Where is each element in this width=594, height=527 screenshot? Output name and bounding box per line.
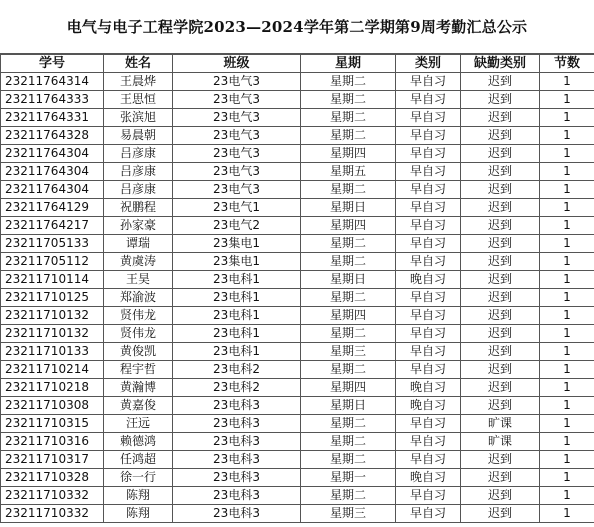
cell-category: 早自习 bbox=[396, 73, 461, 91]
cell-periods: 1 bbox=[540, 307, 594, 325]
cell-name: 任鸿超 bbox=[104, 451, 173, 469]
table-row bbox=[1, 235, 594, 253]
cell-weekday: 星期三 bbox=[301, 505, 396, 523]
cell-weekday: 星期二 bbox=[301, 253, 396, 271]
cell-name: 孙家豪 bbox=[104, 217, 173, 235]
table-row bbox=[1, 217, 594, 235]
cell-weekday: 星期二 bbox=[301, 109, 396, 127]
cell-class: 23电科2 bbox=[173, 361, 301, 379]
cell-name: 张滨旭 bbox=[104, 109, 173, 127]
cell-name: 吕彦康 bbox=[104, 145, 173, 163]
cell-student-id: 23211710132 bbox=[1, 325, 104, 343]
cell-weekday: 星期二 bbox=[301, 235, 396, 253]
cell-student-id: 23211710214 bbox=[1, 361, 104, 379]
cell-student-id: 23211710317 bbox=[1, 451, 104, 469]
cell-category: 早自习 bbox=[396, 199, 461, 217]
cell-name: 赖德鸿 bbox=[104, 433, 173, 451]
cell-weekday: 星期三 bbox=[301, 343, 396, 361]
cell-periods: 1 bbox=[540, 469, 594, 487]
table-row bbox=[1, 325, 594, 343]
table-row bbox=[1, 199, 594, 217]
cell-periods: 1 bbox=[540, 253, 594, 271]
cell-name: 贤伟龙 bbox=[104, 307, 173, 325]
header-student-id: 学号 bbox=[1, 55, 104, 73]
cell-category: 早自习 bbox=[396, 307, 461, 325]
table-row bbox=[1, 469, 594, 487]
cell-name: 黄嘉俊 bbox=[104, 397, 173, 415]
cell-weekday: 星期四 bbox=[301, 145, 396, 163]
cell-weekday: 星期二 bbox=[301, 73, 396, 91]
cell-absence-type: 旷课 bbox=[461, 415, 540, 433]
cell-name: 谭瑞 bbox=[104, 235, 173, 253]
cell-weekday: 星期日 bbox=[301, 397, 396, 415]
table-row bbox=[1, 253, 594, 271]
cell-absence-type: 迟到 bbox=[461, 127, 540, 145]
cell-category: 晚自习 bbox=[396, 397, 461, 415]
cell-periods: 1 bbox=[540, 451, 594, 469]
cell-category: 早自习 bbox=[396, 433, 461, 451]
table-row bbox=[1, 505, 594, 523]
cell-class: 23电科3 bbox=[173, 505, 301, 523]
header-row bbox=[1, 55, 594, 73]
cell-category: 早自习 bbox=[396, 325, 461, 343]
cell-absence-type: 迟到 bbox=[461, 217, 540, 235]
cell-category: 早自习 bbox=[396, 145, 461, 163]
cell-periods: 1 bbox=[540, 91, 594, 109]
cell-class: 23电气3 bbox=[173, 109, 301, 127]
cell-weekday: 星期二 bbox=[301, 487, 396, 505]
cell-student-id: 23211764217 bbox=[1, 217, 104, 235]
cell-weekday: 星期二 bbox=[301, 415, 396, 433]
cell-name: 王晨烨 bbox=[104, 73, 173, 91]
cell-weekday: 星期二 bbox=[301, 181, 396, 199]
cell-student-id: 23211705112 bbox=[1, 253, 104, 271]
cell-class: 23电科3 bbox=[173, 397, 301, 415]
cell-weekday: 星期一 bbox=[301, 469, 396, 487]
header-weekday: 星期 bbox=[301, 55, 396, 73]
cell-absence-type: 迟到 bbox=[461, 361, 540, 379]
cell-periods: 1 bbox=[540, 289, 594, 307]
cell-student-id: 23211764314 bbox=[1, 73, 104, 91]
cell-category: 早自习 bbox=[396, 217, 461, 235]
cell-periods: 1 bbox=[540, 397, 594, 415]
cell-periods: 1 bbox=[540, 109, 594, 127]
cell-absence-type: 迟到 bbox=[461, 289, 540, 307]
cell-student-id: 23211764333 bbox=[1, 91, 104, 109]
cell-weekday: 星期二 bbox=[301, 127, 396, 145]
cell-name: 郑渝波 bbox=[104, 289, 173, 307]
cell-name: 吕彦康 bbox=[104, 163, 173, 181]
cell-periods: 1 bbox=[540, 343, 594, 361]
cell-student-id: 23211764129 bbox=[1, 199, 104, 217]
cell-category: 早自习 bbox=[396, 487, 461, 505]
cell-class: 23电气3 bbox=[173, 91, 301, 109]
cell-name: 王思恒 bbox=[104, 91, 173, 109]
cell-class: 23电科2 bbox=[173, 379, 301, 397]
cell-name: 黄虞涛 bbox=[104, 253, 173, 271]
cell-class: 23电科1 bbox=[173, 307, 301, 325]
table-row bbox=[1, 289, 594, 307]
table-row bbox=[1, 73, 594, 91]
cell-class: 23电气3 bbox=[173, 73, 301, 91]
table-row bbox=[1, 343, 594, 361]
cell-absence-type: 迟到 bbox=[461, 469, 540, 487]
cell-category: 晚自习 bbox=[396, 469, 461, 487]
cell-name: 吕彦康 bbox=[104, 181, 173, 199]
cell-absence-type: 迟到 bbox=[461, 73, 540, 91]
cell-name: 程宇哲 bbox=[104, 361, 173, 379]
table-row bbox=[1, 181, 594, 199]
cell-periods: 1 bbox=[540, 271, 594, 289]
cell-class: 23电科3 bbox=[173, 469, 301, 487]
cell-periods: 1 bbox=[540, 487, 594, 505]
cell-weekday: 星期四 bbox=[301, 307, 396, 325]
cell-absence-type: 迟到 bbox=[461, 181, 540, 199]
cell-absence-type: 迟到 bbox=[461, 109, 540, 127]
cell-absence-type: 迟到 bbox=[461, 145, 540, 163]
cell-class: 23电科3 bbox=[173, 433, 301, 451]
cell-periods: 1 bbox=[540, 73, 594, 91]
cell-absence-type: 迟到 bbox=[461, 397, 540, 415]
cell-class: 23电科3 bbox=[173, 451, 301, 469]
cell-absence-type: 旷课 bbox=[461, 433, 540, 451]
cell-absence-type: 迟到 bbox=[461, 451, 540, 469]
cell-name: 黄瀚博 bbox=[104, 379, 173, 397]
cell-weekday: 星期五 bbox=[301, 163, 396, 181]
cell-absence-type: 迟到 bbox=[461, 253, 540, 271]
cell-student-id: 23211710132 bbox=[1, 307, 104, 325]
cell-periods: 1 bbox=[540, 127, 594, 145]
table-row bbox=[1, 379, 594, 397]
table-row bbox=[1, 307, 594, 325]
cell-class: 23电气3 bbox=[173, 145, 301, 163]
cell-category: 早自习 bbox=[396, 505, 461, 523]
cell-periods: 1 bbox=[540, 505, 594, 523]
cell-category: 晚自习 bbox=[396, 271, 461, 289]
cell-name: 贤伟龙 bbox=[104, 325, 173, 343]
cell-category: 早自习 bbox=[396, 127, 461, 145]
cell-absence-type: 迟到 bbox=[461, 271, 540, 289]
cell-weekday: 星期二 bbox=[301, 289, 396, 307]
cell-category: 晚自习 bbox=[396, 379, 461, 397]
cell-student-id: 23211764304 bbox=[1, 163, 104, 181]
cell-student-id: 23211710308 bbox=[1, 397, 104, 415]
cell-class: 23电科1 bbox=[173, 271, 301, 289]
cell-category: 早自习 bbox=[396, 109, 461, 127]
cell-name: 汪远 bbox=[104, 415, 173, 433]
cell-periods: 1 bbox=[540, 163, 594, 181]
table-row bbox=[1, 145, 594, 163]
cell-category: 早自习 bbox=[396, 361, 461, 379]
cell-weekday: 星期二 bbox=[301, 91, 396, 109]
cell-weekday: 星期四 bbox=[301, 379, 396, 397]
cell-class: 23电气3 bbox=[173, 127, 301, 145]
cell-student-id: 23211764328 bbox=[1, 127, 104, 145]
cell-student-id: 23211710315 bbox=[1, 415, 104, 433]
table-row bbox=[1, 451, 594, 469]
header-absence-type: 缺勤类别 bbox=[461, 55, 540, 73]
cell-class: 23电气2 bbox=[173, 217, 301, 235]
table-row bbox=[1, 271, 594, 289]
cell-name: 陈翔 bbox=[104, 505, 173, 523]
cell-absence-type: 迟到 bbox=[461, 163, 540, 181]
cell-class: 23电科1 bbox=[173, 289, 301, 307]
table-row bbox=[1, 397, 594, 415]
cell-absence-type: 迟到 bbox=[461, 235, 540, 253]
cell-student-id: 23211710332 bbox=[1, 505, 104, 523]
table-row bbox=[1, 415, 594, 433]
cell-student-id: 23211710114 bbox=[1, 271, 104, 289]
table-row bbox=[1, 127, 594, 145]
cell-category: 早自习 bbox=[396, 181, 461, 199]
cell-periods: 1 bbox=[540, 217, 594, 235]
cell-weekday: 星期二 bbox=[301, 433, 396, 451]
cell-student-id: 23211710332 bbox=[1, 487, 104, 505]
table-row bbox=[1, 487, 594, 505]
cell-periods: 1 bbox=[540, 199, 594, 217]
cell-category: 早自习 bbox=[396, 163, 461, 181]
cell-student-id: 23211764304 bbox=[1, 181, 104, 199]
cell-periods: 1 bbox=[540, 379, 594, 397]
cell-weekday: 星期二 bbox=[301, 451, 396, 469]
cell-periods: 1 bbox=[540, 433, 594, 451]
table-row bbox=[1, 433, 594, 451]
cell-absence-type: 迟到 bbox=[461, 487, 540, 505]
table-row bbox=[1, 163, 594, 181]
cell-absence-type: 迟到 bbox=[461, 325, 540, 343]
cell-name: 易晨朝 bbox=[104, 127, 173, 145]
cell-periods: 1 bbox=[540, 235, 594, 253]
cell-student-id: 23211705133 bbox=[1, 235, 104, 253]
cell-absence-type: 迟到 bbox=[461, 343, 540, 361]
table-row bbox=[1, 109, 594, 127]
cell-student-id: 23211764304 bbox=[1, 145, 104, 163]
cell-name: 王昊 bbox=[104, 271, 173, 289]
cell-absence-type: 迟到 bbox=[461, 379, 540, 397]
cell-category: 早自习 bbox=[396, 289, 461, 307]
cell-absence-type: 迟到 bbox=[461, 505, 540, 523]
cell-class: 23电气1 bbox=[173, 199, 301, 217]
cell-category: 早自习 bbox=[396, 253, 461, 271]
header-category: 类别 bbox=[396, 55, 461, 73]
cell-category: 早自习 bbox=[396, 343, 461, 361]
cell-name: 祝鹏程 bbox=[104, 199, 173, 217]
cell-class: 23电科1 bbox=[173, 325, 301, 343]
cell-absence-type: 迟到 bbox=[461, 91, 540, 109]
cell-category: 早自习 bbox=[396, 235, 461, 253]
table-row bbox=[1, 361, 594, 379]
cell-class: 23电科1 bbox=[173, 343, 301, 361]
cell-category: 早自习 bbox=[396, 91, 461, 109]
cell-student-id: 23211710328 bbox=[1, 469, 104, 487]
cell-periods: 1 bbox=[540, 415, 594, 433]
table-row bbox=[1, 91, 594, 109]
cell-student-id: 23211710133 bbox=[1, 343, 104, 361]
cell-student-id: 23211710125 bbox=[1, 289, 104, 307]
cell-weekday: 星期四 bbox=[301, 217, 396, 235]
cell-class: 23电气3 bbox=[173, 181, 301, 199]
cell-name: 陈翔 bbox=[104, 487, 173, 505]
cell-category: 早自习 bbox=[396, 451, 461, 469]
cell-weekday: 星期日 bbox=[301, 271, 396, 289]
cell-name: 徐一行 bbox=[104, 469, 173, 487]
cell-periods: 1 bbox=[540, 325, 594, 343]
cell-weekday: 星期日 bbox=[301, 199, 396, 217]
cell-student-id: 23211710316 bbox=[1, 433, 104, 451]
cell-class: 23电科3 bbox=[173, 487, 301, 505]
header-name: 姓名 bbox=[104, 55, 173, 73]
header-class: 班级 bbox=[173, 55, 301, 73]
cell-periods: 1 bbox=[540, 361, 594, 379]
cell-category: 早自习 bbox=[396, 415, 461, 433]
cell-periods: 1 bbox=[540, 181, 594, 199]
cell-absence-type: 迟到 bbox=[461, 199, 540, 217]
cell-periods: 1 bbox=[540, 145, 594, 163]
header-periods: 节数 bbox=[540, 55, 594, 73]
sheet-title: 电气与电子工程学院2023—2024学年第二学期第9周考勤汇总公示 bbox=[0, 0, 594, 54]
cell-class: 23电科3 bbox=[173, 415, 301, 433]
attendance-table bbox=[0, 54, 594, 523]
cell-class: 23电气3 bbox=[173, 163, 301, 181]
cell-weekday: 星期二 bbox=[301, 325, 396, 343]
cell-class: 23集电1 bbox=[173, 235, 301, 253]
cell-student-id: 23211710218 bbox=[1, 379, 104, 397]
cell-student-id: 23211764331 bbox=[1, 109, 104, 127]
cell-absence-type: 迟到 bbox=[461, 307, 540, 325]
cell-class: 23集电1 bbox=[173, 253, 301, 271]
cell-weekday: 星期二 bbox=[301, 361, 396, 379]
table-body bbox=[1, 73, 594, 523]
cell-name: 黄俊凯 bbox=[104, 343, 173, 361]
